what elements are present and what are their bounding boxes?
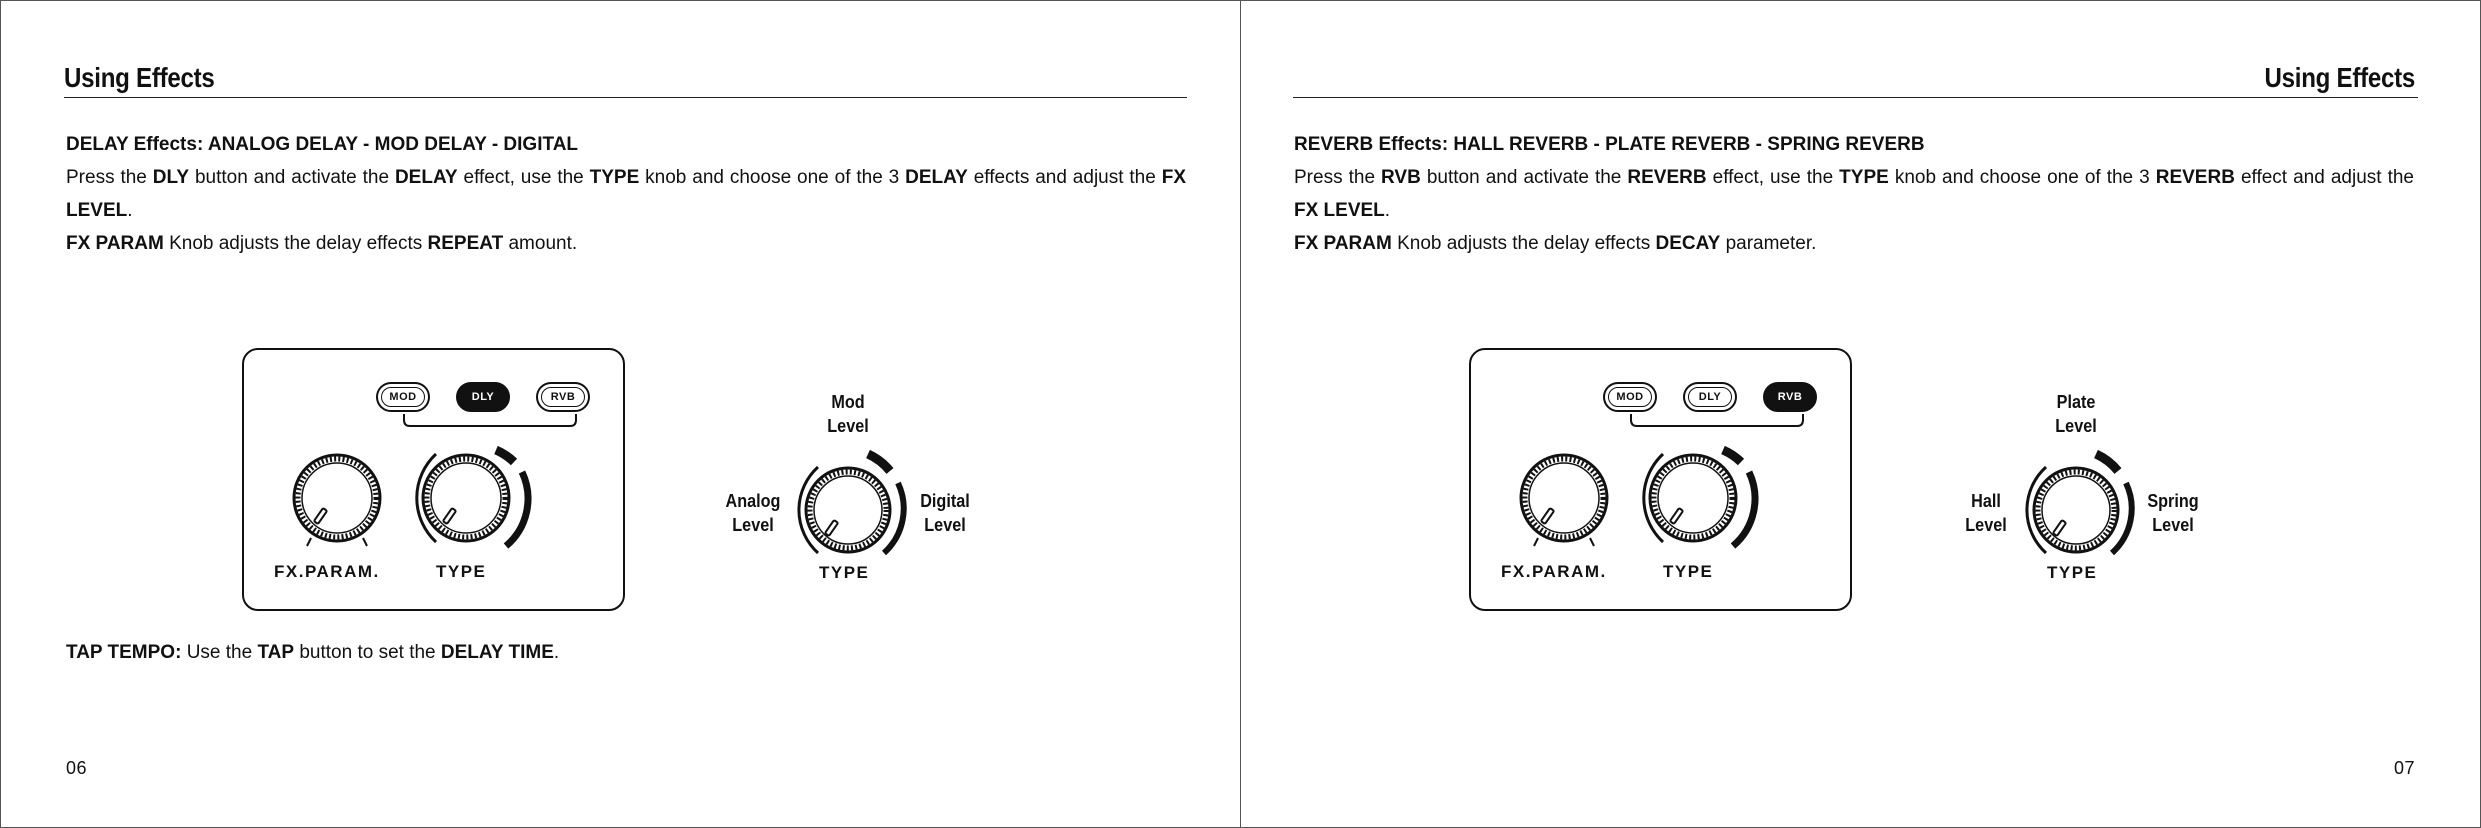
type-knob-large xyxy=(2034,468,2118,552)
type-bottom-label: TYPE xyxy=(819,563,870,582)
bold-term: RVB xyxy=(1381,167,1421,188)
text-run: effects and adjust the xyxy=(967,167,1162,188)
fx-param-knob xyxy=(1521,455,1607,541)
bold-term: REVERB xyxy=(1627,167,1707,188)
title-rule xyxy=(1293,97,2418,98)
fx-param-label: FX.PARAM. xyxy=(1501,562,1607,581)
type-knob-large xyxy=(806,468,890,552)
text-run: effect, use the xyxy=(1706,167,1840,188)
knob-tick-min xyxy=(307,538,311,546)
type-arc-top xyxy=(496,450,514,462)
text-run: . xyxy=(127,200,133,221)
text-run: . xyxy=(1384,200,1391,221)
hall-level-label: Hall Level xyxy=(1965,491,2007,535)
mod-button-label: MOD xyxy=(1608,387,1652,407)
paragraph-1 xyxy=(66,161,1186,227)
control-panel-diagram xyxy=(1469,348,1852,611)
text-run: button and activate the xyxy=(1420,167,1628,188)
page-title: Using Effects xyxy=(2264,62,2415,93)
type-knob xyxy=(423,455,509,541)
type-label: TYPE xyxy=(1663,562,1714,581)
page-07 xyxy=(1241,0,2481,828)
type-arc-right xyxy=(506,472,528,546)
knob-tick-max xyxy=(1590,538,1594,546)
mod-level-label: Mod Level xyxy=(827,392,869,436)
text-run: Knob adjusts the delay effects xyxy=(1391,233,1656,254)
type-selector-diagram xyxy=(1946,385,2206,595)
type-knob xyxy=(1650,455,1736,541)
fx-param-knob xyxy=(294,455,380,541)
title-rule xyxy=(64,97,1187,98)
page-06 xyxy=(0,0,1240,828)
page-number: 07 xyxy=(2393,758,2415,778)
bold-term: DELAY xyxy=(905,167,968,188)
text-run: amount. xyxy=(503,233,578,254)
fx-param-label: FX.PARAM. xyxy=(274,562,380,581)
tap-tempo-text xyxy=(66,642,559,664)
bold-term: DELAY xyxy=(394,167,458,188)
text-run: button to set the xyxy=(294,642,441,663)
button-bracket xyxy=(404,414,576,426)
body-text xyxy=(66,128,1186,260)
bold-term: TYPE xyxy=(589,167,640,188)
button-bracket xyxy=(1631,414,1803,426)
knob-tick-max xyxy=(363,538,367,546)
digital-level-label: Digital Level xyxy=(920,491,970,535)
bold-term: FX PARAM xyxy=(66,233,164,254)
bold-term: TAP TEMPO: xyxy=(66,642,182,663)
bold-term: DELAY TIME xyxy=(440,642,554,663)
bold-term: FX LEVEL xyxy=(1294,200,1385,221)
text-run: knob and choose one of the 3 xyxy=(1888,167,2156,188)
text-run: knob and choose one of the 3 xyxy=(639,167,906,188)
mod-button-label: MOD xyxy=(381,387,425,407)
bold-term: TYPE xyxy=(1839,167,1889,188)
type-arc-top xyxy=(1723,450,1741,462)
bold-term: TAP xyxy=(257,642,295,663)
section-subtitle: DELAY Effects: ANALOG DELAY - MOD DELAY - DIGITAL xyxy=(66,134,579,155)
rvb-button-label: RVB xyxy=(541,387,585,407)
paragraph-2 xyxy=(66,227,1186,260)
body-text xyxy=(1294,128,2414,260)
analog-level-label: Analog Level xyxy=(725,491,781,535)
arc-top xyxy=(868,454,890,471)
dly-button-label: DLY xyxy=(471,391,495,403)
bold-term: REVERB xyxy=(2155,167,2235,188)
text-run: Press the xyxy=(66,167,153,188)
text-run: effect, use the xyxy=(457,167,590,188)
section-subtitle: REVERB Effects: HALL REVERB - PLATE REVERB - SPRING REVERB xyxy=(1294,134,1925,155)
paragraph-2 xyxy=(1294,227,2414,260)
spring-level-label: Spring Level xyxy=(2147,491,2199,535)
type-bottom-label: TYPE xyxy=(2047,563,2098,582)
type-arc-right xyxy=(1733,472,1755,546)
rvb-button-label: RVB xyxy=(1777,391,1803,403)
dly-button-label: DLY xyxy=(1688,387,1732,407)
text-run: Use the xyxy=(181,642,258,663)
control-panel-diagram xyxy=(242,348,625,611)
type-selector-diagram xyxy=(718,385,978,595)
page-number: 06 xyxy=(66,758,88,778)
text-run: . xyxy=(553,642,560,663)
text-run: Press the xyxy=(1294,167,1382,188)
plate-level-label: Plate Level xyxy=(2055,392,2097,436)
text-run: button and activate the xyxy=(189,167,395,188)
page-title: Using Effects xyxy=(64,62,215,93)
arc-top xyxy=(2096,454,2118,471)
bold-term: REPEAT xyxy=(427,233,504,254)
text-run: Knob adjusts the delay effects xyxy=(163,233,428,254)
bold-term: DECAY xyxy=(1655,233,1721,254)
text-run: effect and adjust the xyxy=(2234,167,2414,188)
bold-term: FX LEVEL xyxy=(66,167,1186,221)
paragraph-1 xyxy=(1294,161,2414,227)
text-run: parameter. xyxy=(1720,233,1817,254)
type-label: TYPE xyxy=(436,562,487,581)
bold-term: FX PARAM xyxy=(1294,233,1392,254)
bold-term: DLY xyxy=(152,167,190,188)
knob-tick-min xyxy=(1534,538,1538,546)
